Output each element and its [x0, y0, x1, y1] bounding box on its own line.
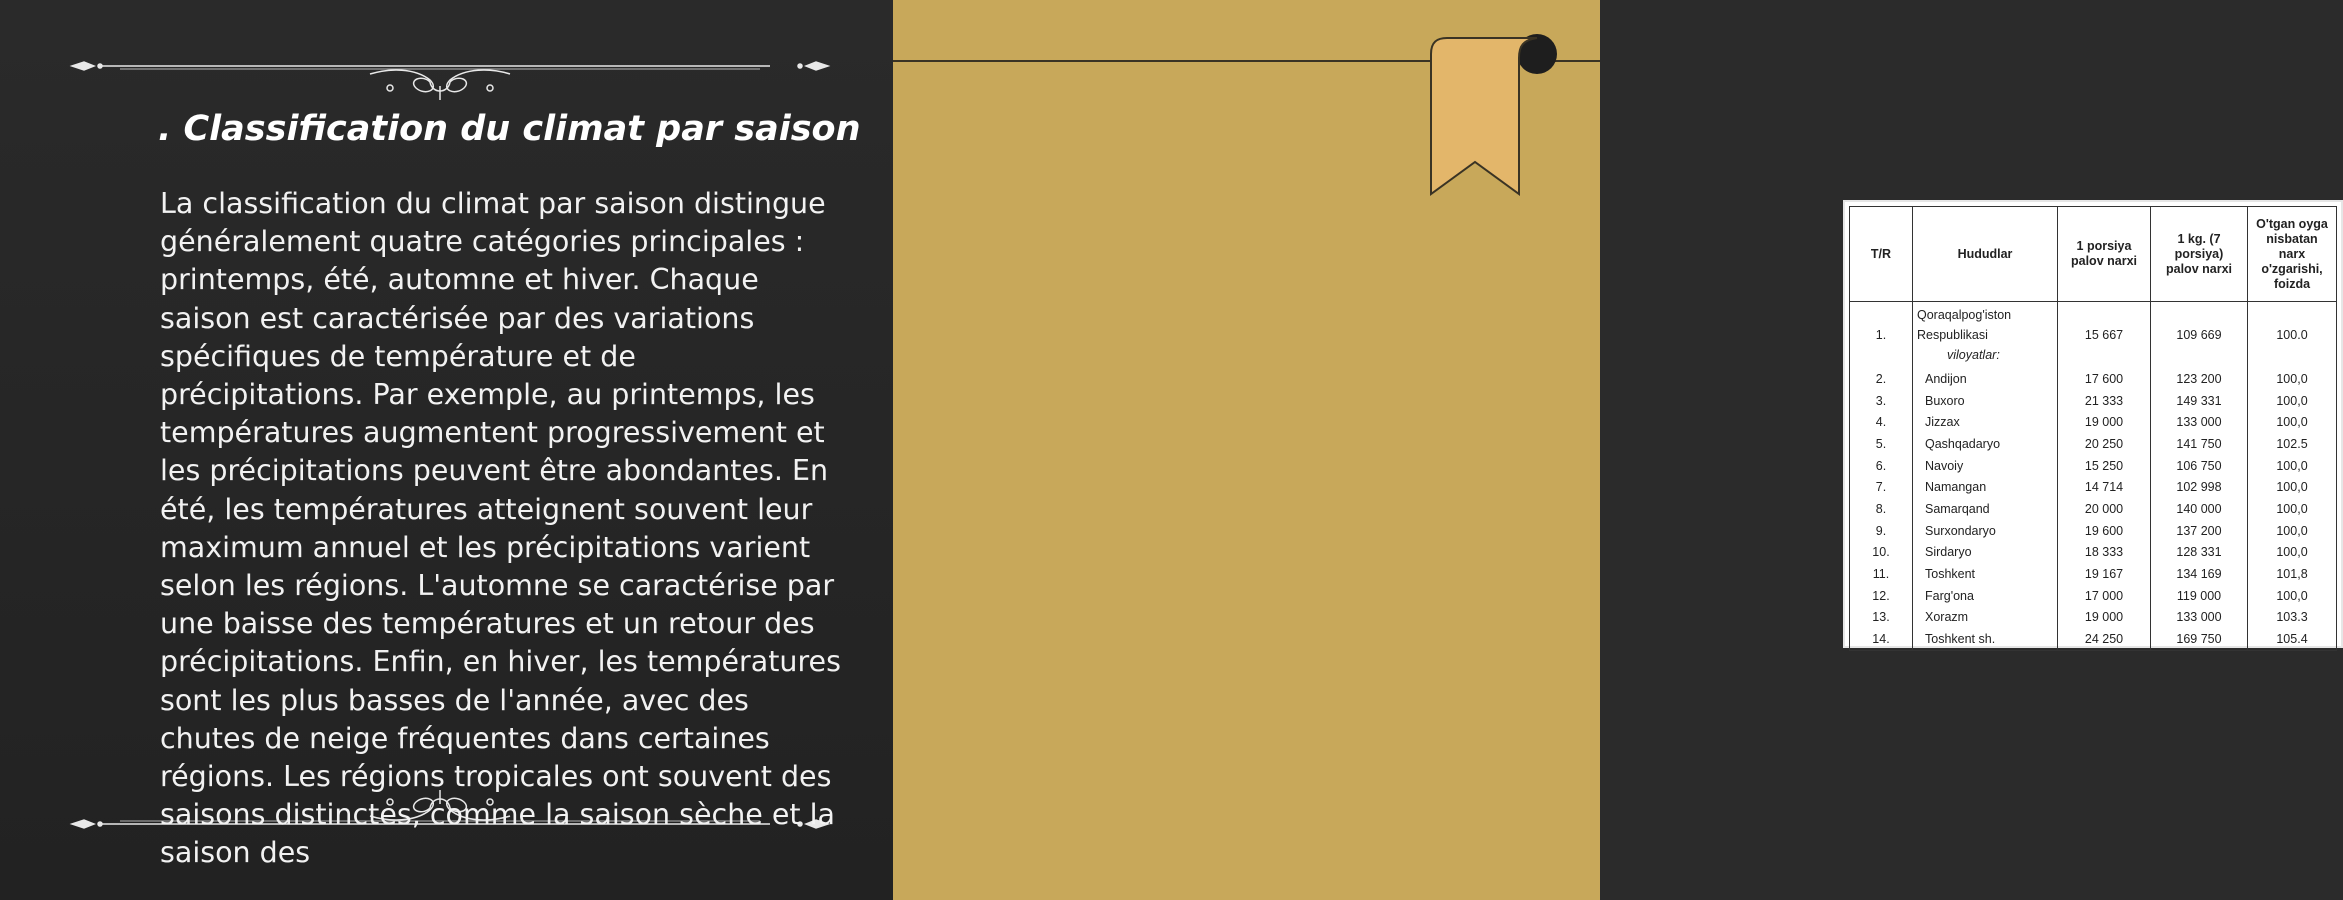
table-row [1850, 433, 2337, 455]
cell-kg-price: 169 750 [2151, 628, 2248, 650]
col-header-regions: Hududlar [1913, 207, 2058, 302]
price-table-image [1843, 200, 2343, 648]
bookmark-ribbon-icon [1413, 34, 1563, 204]
cell-num: 2. [1850, 368, 1913, 390]
cell-region: Navoiy [1913, 455, 2058, 477]
cell-region: Xorazm [1913, 607, 2058, 629]
cell-change: 102.5 [2248, 433, 2337, 455]
cell-change: 100,0 [2248, 455, 2337, 477]
cell-num: 8. [1850, 498, 1913, 520]
cell-region: Toshkent [1913, 563, 2058, 585]
cell-kg-price: 134 169 [2151, 563, 2248, 585]
cell-change: 100,0 [2248, 498, 2337, 520]
cell-region [1913, 302, 2058, 369]
cell-portion-price: 20 000 [2058, 498, 2151, 520]
cell-region: Jizzax [1913, 411, 2058, 433]
table-row [1850, 302, 2337, 369]
cell-kg-price: 109 669 [2151, 302, 2248, 369]
cell-kg-price: 149 331 [2151, 390, 2248, 412]
col-header-portion-price: 1 porsiya palov narxi [2058, 207, 2151, 302]
cell-change: 105.4 [2248, 628, 2337, 650]
table-row [1850, 476, 2337, 498]
cell-change: 100,0 [2248, 476, 2337, 498]
region-line-2: Respublikasi [1917, 328, 1988, 342]
region-sublabel: viloyatlar: [1947, 348, 2000, 362]
cell-portion-price: 21 333 [2058, 390, 2151, 412]
cell-region: Samarqand [1913, 498, 2058, 520]
cell-change: 100,0 [2248, 390, 2337, 412]
cell-portion-price: 15 667 [2058, 302, 2151, 369]
cell-kg-price: 106 750 [2151, 455, 2248, 477]
table-row [1850, 563, 2337, 585]
cell-num: 4. [1850, 411, 1913, 433]
cell-kg-price: 119 000 [2151, 585, 2248, 607]
table-row [1850, 585, 2337, 607]
cell-num: 14. [1850, 628, 1913, 650]
cell-kg-price: 133 000 [2151, 411, 2248, 433]
cell-region: Namangan [1913, 476, 2058, 498]
cell-kg-price: 137 200 [2151, 520, 2248, 542]
cell-region: Andijon [1913, 368, 2058, 390]
cell-region: Buxoro [1913, 390, 2058, 412]
cell-region: Toshkent sh. [1913, 628, 2058, 650]
top-ornament [70, 50, 830, 100]
col-header-tr: T/R [1850, 207, 1913, 302]
cell-num: 10. [1850, 542, 1913, 564]
cell-change: 100,0 [2248, 542, 2337, 564]
cell-portion-price: 19 000 [2058, 411, 2151, 433]
cell-change: 100,0 [2248, 411, 2337, 433]
cell-portion-price: 24 250 [2058, 628, 2151, 650]
cell-region: Surxondaryo [1913, 520, 2058, 542]
cell-portion-price: 18 333 [2058, 542, 2151, 564]
table-row [1850, 455, 2337, 477]
cell-portion-price: 19 167 [2058, 563, 2151, 585]
price-table [1849, 206, 2337, 651]
cell-num: 12. [1850, 585, 1913, 607]
slide-title: . Classification du climat par saison [158, 109, 861, 149]
col-header-change: O'tgan oyga nisbatan narx o'zgarishi, foizda [2248, 207, 2337, 302]
cell-region: Sirdaryo [1913, 542, 2058, 564]
region-line-1: Qoraqalpog'iston [1917, 308, 2012, 322]
table-header-row [1850, 207, 2337, 302]
table-row [1850, 498, 2337, 520]
cell-portion-price: 15 250 [2058, 455, 2151, 477]
cell-portion-price: 19 600 [2058, 520, 2151, 542]
cell-change: 100,0 [2248, 520, 2337, 542]
table-row [1850, 628, 2337, 650]
cell-num: 5. [1850, 433, 1913, 455]
table-row [1850, 368, 2337, 390]
table-row [1850, 607, 2337, 629]
cell-kg-price: 140 000 [2151, 498, 2248, 520]
table-row [1850, 411, 2337, 433]
cell-change: 100,0 [2248, 585, 2337, 607]
cell-portion-price: 20 250 [2058, 433, 2151, 455]
cell-change: 101,8 [2248, 563, 2337, 585]
cell-kg-price: 141 750 [2151, 433, 2248, 455]
cell-kg-price: 128 331 [2151, 542, 2248, 564]
table-row [1850, 520, 2337, 542]
cell-portion-price: 17 000 [2058, 585, 2151, 607]
cell-kg-price: 133 000 [2151, 607, 2248, 629]
cell-kg-price: 102 998 [2151, 476, 2248, 498]
cell-num: 6. [1850, 455, 1913, 477]
cell-region: Qashqadaryo [1913, 433, 2058, 455]
right-panel [893, 0, 2328, 900]
table-row [1850, 542, 2337, 564]
col-header-kg-price: 1 kg. (7 porsiya) palov narxi [2151, 207, 2248, 302]
left-panel [0, 0, 893, 900]
cell-kg-price: 123 200 [2151, 368, 2248, 390]
cell-region: Farg'ona [1913, 585, 2058, 607]
cell-num: 9. [1850, 520, 1913, 542]
slide-body-text: La classification du climat par saison distingue généralement quatre catégories principales : printemps, été, automne et hiver. Chaque saison est caractérisée par des variations spécifiques de température et de précipitations. Par exemple, au printemps, les températures augmentent progressivement et les précipitations peuvent être abondantes. En été, les températures atteignent souvent leur maximum annuel et les précipitations varient selon les régions. L'automne se caractérise par une baisse des températures et un retour des précipitations. Enfin, en hiver, les températures sont les plus basses de l'année, avec des chutes de neige fréquentes dans certaines régions. Les régions tropicales ont souvent des saisons distinctes, comme la saison sèche et la saison des [160, 187, 841, 870]
cell-portion-price: 17 600 [2058, 368, 2151, 390]
cell-num: 3. [1850, 390, 1913, 412]
cell-num: 7. [1850, 476, 1913, 498]
table-row [1850, 390, 2337, 412]
cell-num: 11. [1850, 563, 1913, 585]
cell-change: 100.0 [2248, 302, 2337, 369]
cell-num: 1. [1850, 302, 1913, 369]
cell-portion-price: 14 714 [2058, 476, 2151, 498]
cell-change: 103.3 [2248, 607, 2337, 629]
cell-portion-price: 19 000 [2058, 607, 2151, 629]
cell-change: 100,0 [2248, 368, 2337, 390]
cell-num: 13. [1850, 607, 1913, 629]
